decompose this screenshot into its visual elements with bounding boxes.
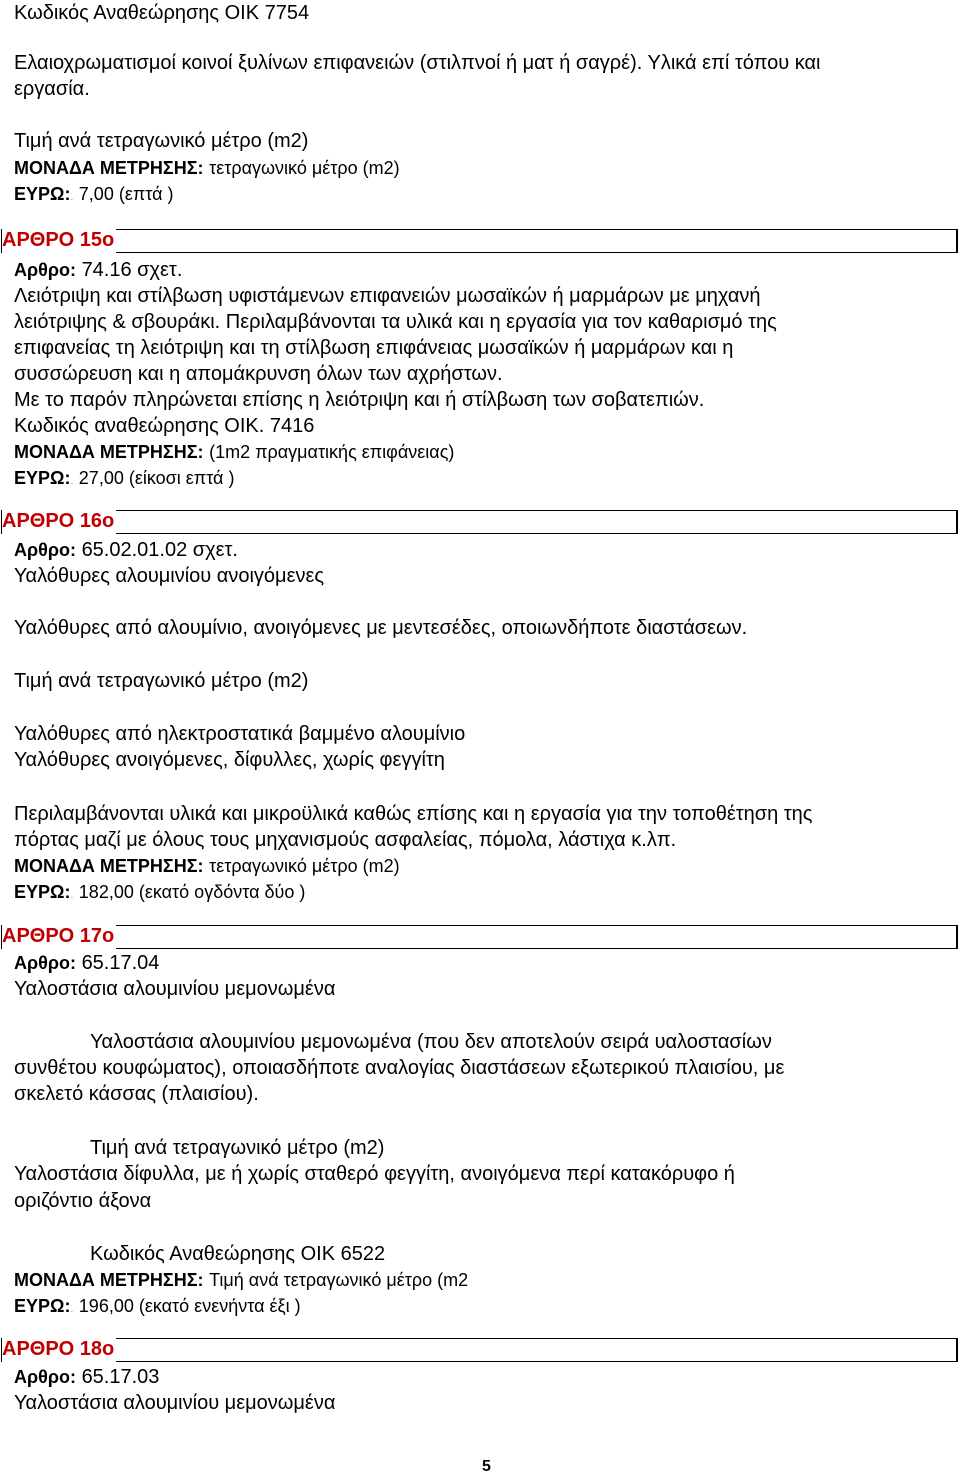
- unit-of-measure: [14, 155, 400, 181]
- description-line: Υαλοστάσια δίφυλλα, με ή χωρίς σταθερό φεγγίτη, ανοιγόμενα περί κατακόρυφο ή: [14, 1163, 735, 1185]
- article-heading: [1, 925, 958, 949]
- revision-code: Κωδικός αναθεώρησης ΟΙΚ. 7416: [14, 415, 315, 437]
- price-per-unit: Τιμή ανά τετραγωνικό μέτρο (m2): [90, 1137, 385, 1159]
- page-number: 5: [482, 1458, 491, 1475]
- unit-label: ΜΟΝΑΔΑ ΜΕΤΡΗΣΗΣ:: [14, 856, 204, 876]
- euro-value: 7,00 (επτά ): [78, 184, 174, 204]
- article-code: [14, 257, 182, 283]
- description-line: Υαλόθυρες από ηλεκτροστατικά βαμμένο αλουμίνιο: [14, 723, 466, 745]
- euro-label: ΕΥΡΩ:: [14, 468, 71, 488]
- description-line: συσσώρευση και η απομάκρυνση όλων των αχρήστων.: [14, 363, 503, 385]
- description-line: Με το παρόν πληρώνεται επίσης η λειότριψη και ή στίλβωση των σοβατεπιών.: [14, 389, 705, 411]
- article-heading: [1, 510, 958, 534]
- description-line: εργασία.: [14, 78, 90, 100]
- unit-label: ΜΟΝΑΔΑ ΜΕΤΡΗΣΗΣ:: [14, 158, 204, 178]
- article-value: 65.02.01.02 σχετ.: [81, 539, 238, 561]
- description-line: πόρτας μαζί με όλους τους μηχανισμούς ασφαλείας, πόμολα, λάστιχα κ.λπ.: [14, 829, 677, 851]
- article-heading-text: ΑΡΘΡΟ 16ο: [2, 510, 115, 532]
- description-line: Υαλοστάσια αλουμινίου μεμονωμένα: [14, 978, 336, 1000]
- description-line: Υαλόθυρες ανοιγόμενες, δίφυλλες, χωρίς φεγγίτη: [14, 749, 445, 771]
- article-label: Αρθρο:: [14, 260, 76, 280]
- unit-label: ΜΟΝΑΔΑ ΜΕΤΡΗΣΗΣ:: [14, 442, 204, 462]
- description-line: Περιλαμβάνονται υλικά και μικροϋλικά καθώς επίσης και η εργασία για την τοποθέτηση της: [14, 803, 813, 825]
- description-line: οριζόντιο άξονα: [14, 1190, 152, 1212]
- article-label: Αρθρο:: [14, 540, 76, 560]
- article-label: Αρθρο:: [14, 953, 76, 973]
- euro-price: ΕΥΡΩ:. 7,00 (επτά ): [14, 184, 174, 204]
- article-code: [14, 537, 238, 563]
- unit-of-measure: [14, 439, 454, 465]
- article-label: Αρθρο:: [14, 1367, 76, 1387]
- unit-of-measure: [14, 1267, 468, 1293]
- article-value: 74.16 σχετ.: [81, 259, 183, 281]
- article-code: [14, 950, 159, 976]
- unit-label: ΜΟΝΑΔΑ ΜΕΤΡΗΣΗΣ:: [14, 1270, 204, 1290]
- article-code: [14, 1364, 159, 1390]
- unit-value: τετραγωνικό μέτρο (m2): [209, 856, 400, 876]
- price-per-unit: Τιμή ανά τετραγωνικό μέτρο (m2): [14, 130, 309, 152]
- description-line: Υαλοστάσια αλουμινίου μεμονωμένα (που δεν αποτελούν σειρά υαλοστασίων: [90, 1031, 772, 1053]
- description-line: συνθέτου κουφώματος), οποιασδήποτε αναλογίας διαστάσεων εξωτερικού πλαισίου, με: [14, 1057, 785, 1079]
- euro-label: ΕΥΡΩ:: [14, 184, 71, 204]
- unit-value: τετραγωνικό μέτρο (m2): [209, 158, 400, 178]
- euro-price: ΕΥΡΩ:. 27,00 (είκοσι επτά ): [14, 468, 235, 488]
- euro-value: 27,00 (είκοσι επτά ): [78, 468, 235, 488]
- article-value: 65.17.03: [81, 1366, 160, 1388]
- article-heading: [1, 229, 958, 253]
- description-line: Υαλοστάσια αλουμινίου μεμονωμένα: [14, 1392, 336, 1414]
- euro-label: ΕΥΡΩ:: [14, 1296, 71, 1316]
- description-line: Υαλόθυρες αλουμινίου ανοιγόμενες: [14, 565, 325, 587]
- article-heading-text: ΑΡΘΡΟ 18ο: [2, 1338, 115, 1360]
- euro-label: ΕΥΡΩ:: [14, 882, 71, 902]
- description-line: Λειότριψη και στίλβωση υφιστάμενων επιφανειών μωσαϊκών ή μαρμάρων με μηχανή: [14, 285, 761, 307]
- description-line: σκελετό κάσσας (πλαισίου).: [14, 1083, 259, 1105]
- euro-price: ΕΥΡΩ:. 182,00 (εκατό ογδόντα δύο ): [14, 882, 306, 902]
- unit-value: Τιμή ανά τετραγωνικό μέτρο (m2: [209, 1270, 469, 1290]
- euro-price: ΕΥΡΩ:. 196,00 (εκατό ενενήντα έξι ): [14, 1296, 301, 1316]
- article-heading-text: ΑΡΘΡΟ 17ο: [2, 925, 115, 947]
- article-heading-text: ΑΡΘΡΟ 15ο: [2, 229, 115, 251]
- description-line: λειότριψης & σβουράκι. Περιλαμβάνονται τα υλικά και η εργασία για τον καθαρισμό της: [14, 311, 777, 333]
- description-line: Υαλόθυρες από αλουμίνιο, ανοιγόμενες με μεντεσέδες, οποιωνδήποτε διαστάσεων.: [14, 617, 748, 639]
- revision-code: Κωδικός Αναθεώρησης ΟΙΚ 7754: [14, 2, 310, 24]
- article-heading: [1, 1338, 958, 1362]
- description-line: Ελαιοχρωματισμοί κοινοί ξυλίνων επιφανειών (στιλπνοί ή ματ ή σαγρέ). Υλικά επί τόπου και: [14, 52, 821, 74]
- euro-value: 196,00 (εκατό ενενήντα έξι ): [78, 1296, 301, 1316]
- unit-value: (1m2 πραγματικής επιφάνειας): [209, 442, 455, 462]
- description-line: επιφανείας τη λειότριψη και τη στίλβωση επιφάνειας μωσαϊκών ή μαρμάρων και η: [14, 337, 734, 359]
- article-value: 65.17.04: [81, 952, 160, 974]
- price-per-unit: Τιμή ανά τετραγωνικό μέτρο (m2): [14, 670, 309, 692]
- revision-code: Κωδικός Αναθεώρησης ΟΙΚ 6522: [90, 1243, 386, 1265]
- unit-of-measure: [14, 853, 400, 879]
- euro-value: 182,00 (εκατό ογδόντα δύο ): [78, 882, 306, 902]
